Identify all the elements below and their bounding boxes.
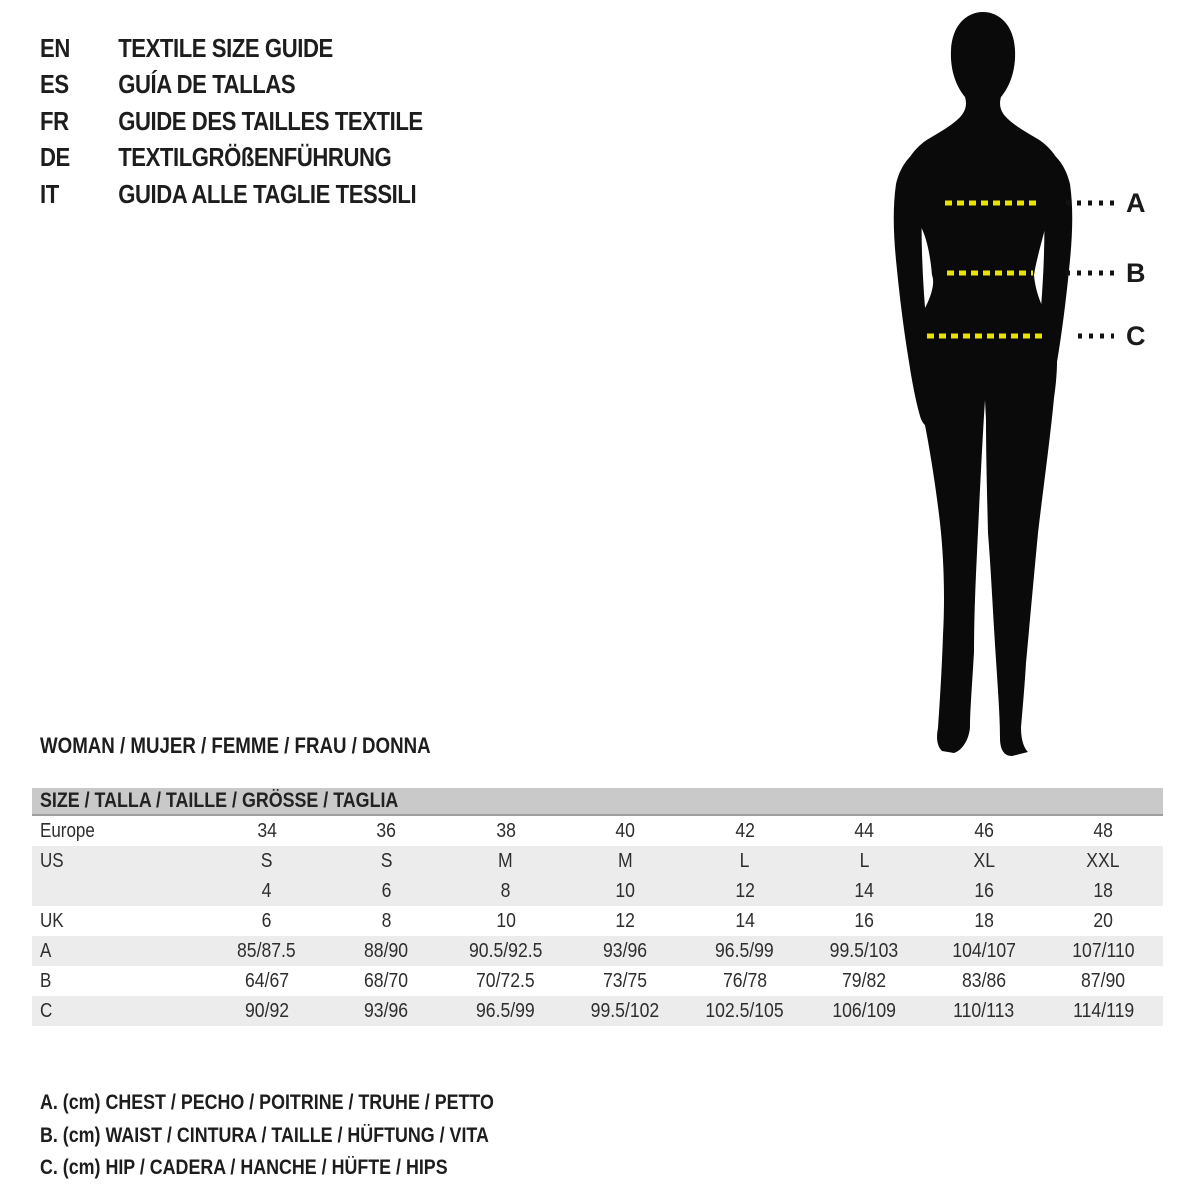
size-cell: 16 [854,909,875,932]
size-cell: 42 [734,819,755,842]
size-cell: 48 [1093,819,1114,842]
woman-title-text: WOMAN / MUJER / FEMME / FRAU / DONNA [40,733,431,758]
size-cell: 104/107 [951,939,1016,962]
size-cell: 14 [854,879,875,902]
size-table [32,788,1163,1026]
size-cell: 107/110 [1072,939,1135,962]
size-cell: 12 [734,879,755,902]
size-cell: 36 [376,819,397,842]
size-cell: 34 [256,819,277,842]
row-label: B [40,969,52,992]
size-cell: 10 [495,909,516,932]
size-cell: 99.5/102 [590,999,660,1022]
size-table-row-waist [32,966,1163,996]
size-cell: M [617,849,633,872]
size-cell: 85/87.5 [237,939,297,962]
size-cell: 93/96 [603,939,648,962]
row-label: C [40,999,53,1022]
size-cell: 90/92 [244,999,289,1022]
size-cell: 18 [973,909,994,932]
legend-hip: C. (cm) HIP / CADERA / HANCHE / HÜFTE / HIPS [40,1156,448,1180]
lang-line-es [40,67,423,104]
row-label: UK [40,909,64,932]
lang-code: IT [40,178,59,209]
size-table-header [32,788,1163,816]
size-cell: L [859,849,870,872]
size-cell: 12 [615,909,636,932]
size-cell: L [739,849,750,872]
lang-label: TEXTILE SIZE GUIDE [118,32,333,63]
size-cell: 83/86 [961,969,1006,992]
row-label: US [40,849,64,872]
lang-label: GUÍA DE TALLAS [118,69,296,100]
woman-silhouette [850,0,1200,760]
lang-label: TEXTILGRÖßENFÜHRUNG [118,142,392,173]
row-label: A [40,939,52,962]
size-cell: 110/113 [953,999,1015,1022]
lang-code: ES [40,69,69,100]
size-cell: 114/119 [1072,999,1134,1022]
hip-label: C [1126,321,1146,351]
size-table-row-us-letters [32,846,1163,876]
size-cell: 4 [261,879,272,902]
size-cell: 18 [1093,879,1114,902]
size-cell: 96.5/99 [476,999,536,1022]
legend-waist: B. (cm) WAIST / CINTURA / TAILLE / HÜFTUNG / VITA [40,1123,489,1147]
lang-code: EN [40,32,70,63]
lang-code: DE [40,142,70,173]
size-cell: 8 [381,909,392,932]
size-cell: 93/96 [364,999,409,1022]
lang-code: FR [40,105,69,136]
size-cell: 73/75 [603,969,648,992]
size-cell: 40 [615,819,636,842]
size-cell: 102.5/105 [705,999,784,1022]
size-cell: XXL [1086,849,1120,872]
size-cell: 8 [500,879,511,902]
size-cell: 46 [973,819,994,842]
size-cell: S [260,849,273,872]
size-cell: 38 [495,819,516,842]
lang-line-it [40,176,423,213]
lang-label: GUIDA ALLE TAGLIE TESSILI [118,178,417,209]
size-cell: 10 [615,879,636,902]
waist-label: B [1126,258,1146,288]
size-cell: 64/67 [244,969,289,992]
size-cell: 68/70 [364,969,409,992]
size-cell: 6 [261,909,272,932]
size-table-row-hip [32,996,1163,1026]
size-cell: 6 [381,879,392,902]
size-cell: M [498,849,514,872]
size-cell: 90.5/92.5 [469,939,543,962]
size-cell: 44 [854,819,875,842]
row-label: Europe [40,819,95,842]
lang-label: GUIDE DES TAILLES TEXTILE [118,105,423,136]
size-table-row-us-numbers [32,876,1163,906]
lang-line-en [40,30,423,67]
size-cell: 87/90 [1081,969,1126,992]
measurement-figure [850,0,1200,760]
size-cell: S [380,849,393,872]
size-table-row-chest [32,936,1163,966]
size-cell: 70/72.5 [476,969,536,992]
measurement-legend [40,1087,574,1185]
legend-chest: A. (cm) CHEST / PECHO / POITRINE / TRUHE / PETTO [40,1091,494,1115]
size-cell: 106/109 [832,999,897,1022]
lang-line-fr [40,103,423,140]
size-cell: XL [972,849,995,872]
size-cell: 96.5/99 [715,939,775,962]
size-cell: 88/90 [364,939,409,962]
size-cell: 20 [1093,909,1114,932]
size-table-row-uk [32,906,1163,936]
size-cell: 76/78 [722,969,767,992]
woman-section-title [40,734,500,758]
chest-label: A [1126,188,1146,218]
language-title-list [40,30,490,213]
lang-line-de [40,140,423,177]
size-cell: 79/82 [842,969,887,992]
size-table-row-europe [32,816,1163,846]
size-cell: 99.5/103 [829,939,899,962]
size-table-header-text: SIZE / TALLA / TAILLE / GRÖSSE / TAGLIA [40,789,399,812]
size-cell: 14 [734,909,755,932]
size-cell: 16 [973,879,994,902]
